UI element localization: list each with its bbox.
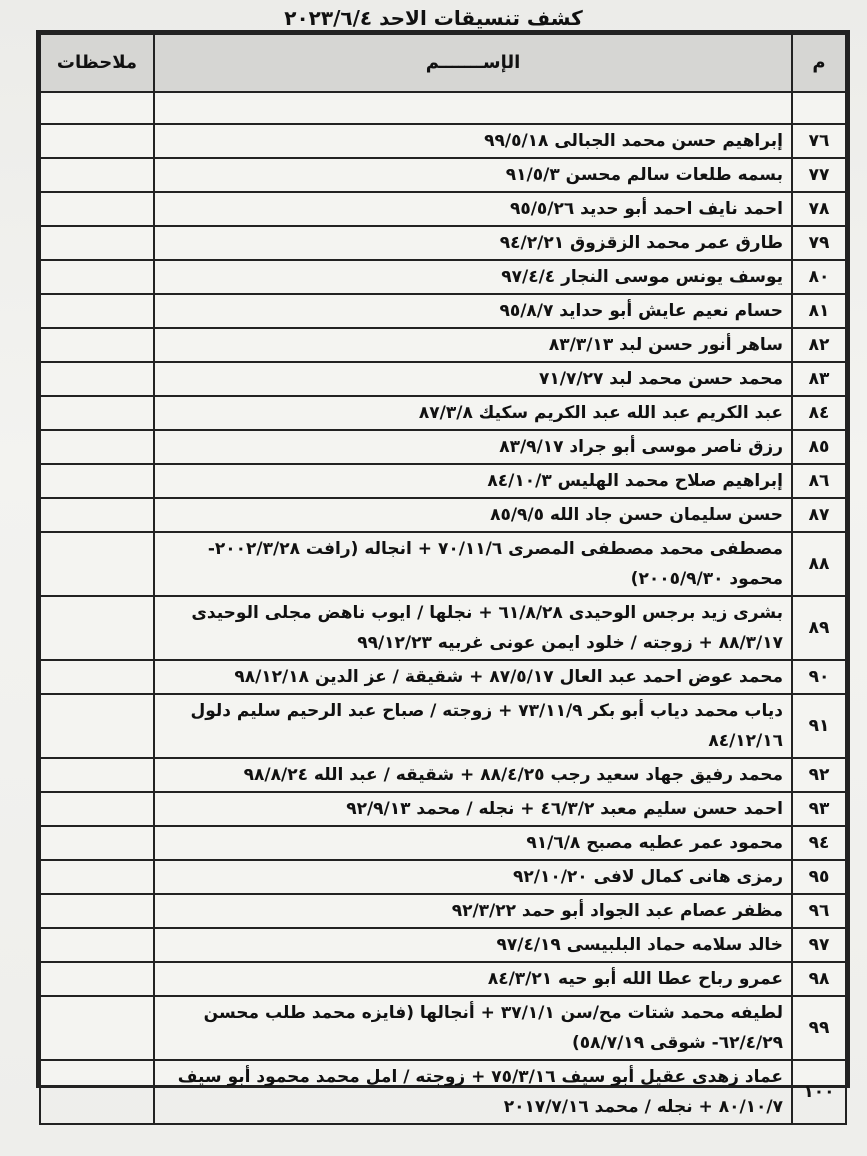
row-name-cell: طارق عمر محمد الزقزوق ٩٤/٢/٢١ bbox=[154, 226, 792, 260]
row-notes-cell bbox=[40, 192, 154, 226]
row-notes-cell bbox=[40, 996, 154, 1060]
table-row bbox=[40, 894, 846, 928]
table-row bbox=[40, 758, 846, 792]
row-name-cell: بشرى زيد برجس الوحيدى ٦١/٨/٢٨ + نجلها / ايوب ناهض مجلى الوحيدى ٨٨/٣/١٧ + زوجته / خلود ايمن عونى غربيه ٩٩/١٢/٢٣ bbox=[154, 596, 792, 660]
table-row bbox=[40, 124, 846, 158]
row-notes-cell bbox=[40, 328, 154, 362]
row-number-cell: ٩٠ bbox=[792, 660, 846, 694]
row-number-cell: ٩٨ bbox=[792, 962, 846, 996]
row-notes-cell bbox=[40, 226, 154, 260]
table-row bbox=[40, 792, 846, 826]
row-notes-cell bbox=[40, 158, 154, 192]
row-name-cell: حسن سليمان حسن جاد الله ٨٥/٩/٥ bbox=[154, 498, 792, 532]
row-name-cell: بسمه طلعات سالم محسن ٩١/٥/٣ bbox=[154, 158, 792, 192]
row-number-cell: ٧٩ bbox=[792, 226, 846, 260]
row-number-cell: ٨٥ bbox=[792, 430, 846, 464]
row-number-cell: ١٠٠ bbox=[792, 1060, 846, 1124]
table-body bbox=[40, 92, 846, 1124]
row-name-cell: مصطفى محمد مصطفى المصرى ٧٠/١١/٦ + انجاله (رافت ٢٠٠٢/٣/٢٨- محمود ٢٠٠٥/٩/٣٠) bbox=[154, 532, 792, 596]
table-row bbox=[40, 996, 846, 1060]
row-name-cell: عمرو رباح عطا الله أبو حيه ٨٤/٣/٢١ bbox=[154, 962, 792, 996]
row-number-cell: ٨٦ bbox=[792, 464, 846, 498]
row-notes-cell bbox=[40, 660, 154, 694]
row-name-cell: خالد سلامه حماد البلبيسى ٩٧/٤/١٩ bbox=[154, 928, 792, 962]
row-name-cell: رمزى هانى كمال لافى ٩٢/١٠/٢٠ bbox=[154, 860, 792, 894]
row-notes-cell bbox=[40, 464, 154, 498]
row-notes-cell bbox=[40, 928, 154, 962]
table-row bbox=[40, 328, 846, 362]
column-header-number: م bbox=[792, 34, 846, 92]
row-name-cell: محمد رفيق جهاد سعيد رجب ٨٨/٤/٢٥ + شقيقه / عبد الله ٩٨/٨/٢٤ bbox=[154, 758, 792, 792]
blank-cell bbox=[792, 92, 846, 124]
row-number-cell: ٨٤ bbox=[792, 396, 846, 430]
row-notes-cell bbox=[40, 894, 154, 928]
row-notes-cell bbox=[40, 962, 154, 996]
row-name-cell: حسام نعيم عايش أبو حدايد ٩٥/٨/٧ bbox=[154, 294, 792, 328]
row-notes-cell bbox=[40, 826, 154, 860]
row-notes-cell bbox=[40, 792, 154, 826]
blank-cell bbox=[40, 92, 154, 124]
table-row bbox=[40, 860, 846, 894]
table-row bbox=[40, 430, 846, 464]
table-row bbox=[40, 396, 846, 430]
row-notes-cell bbox=[40, 532, 154, 596]
row-notes-cell bbox=[40, 1060, 154, 1124]
row-notes-cell bbox=[40, 694, 154, 758]
table-row bbox=[40, 928, 846, 962]
row-number-cell: ٩٩ bbox=[792, 996, 846, 1060]
row-name-cell: محمد عوض احمد عبد العال ٨٧/٥/١٧ + شقيقة / عز الدين ٩٨/١٢/١٨ bbox=[154, 660, 792, 694]
row-notes-cell bbox=[40, 294, 154, 328]
row-name-cell: إبراهيم حسن محمد الجبالى ٩٩/٥/١٨ bbox=[154, 124, 792, 158]
row-name-cell: عبد الكريم عبد الله عبد الكريم سكيك ٨٧/٣/٨ bbox=[154, 396, 792, 430]
row-notes-cell bbox=[40, 430, 154, 464]
row-name-cell: محمد حسن محمد لبد ٧١/٧/٢٧ bbox=[154, 362, 792, 396]
row-number-cell: ٨٣ bbox=[792, 362, 846, 396]
page-title: كشف تنسيقات الاحد ٢٠٢٣/٦/٤ bbox=[284, 6, 583, 30]
row-name-cell: احمد حسن سليم معبد ٤٦/٣/٢ + نجله / محمد ٩٢/٩/١٣ bbox=[154, 792, 792, 826]
row-notes-cell bbox=[40, 396, 154, 430]
row-number-cell: ٧٧ bbox=[792, 158, 846, 192]
blank-row bbox=[40, 92, 846, 124]
table-row bbox=[40, 362, 846, 396]
row-notes-cell bbox=[40, 260, 154, 294]
table-row bbox=[40, 260, 846, 294]
table-row bbox=[40, 596, 846, 660]
row-name-cell: يوسف يونس موسى النجار ٩٧/٤/٤ bbox=[154, 260, 792, 294]
table-row bbox=[40, 464, 846, 498]
row-number-cell: ٧٨ bbox=[792, 192, 846, 226]
row-number-cell: ٨١ bbox=[792, 294, 846, 328]
row-number-cell: ٩٣ bbox=[792, 792, 846, 826]
row-number-cell: ٨٧ bbox=[792, 498, 846, 532]
row-number-cell: ٩٤ bbox=[792, 826, 846, 860]
row-number-cell: ٩٢ bbox=[792, 758, 846, 792]
row-number-cell: ٩٦ bbox=[792, 894, 846, 928]
column-header-name: الإســـــــم bbox=[154, 34, 792, 92]
row-name-cell: مظفر عصام عبد الجواد أبو حمد ٩٢/٣/٢٢ bbox=[154, 894, 792, 928]
row-name-cell: لطيفه محمد شتات مح/سن ٣٧/١/١ + أنجالها (فايزه محمد طلب محسن ٦٢/٤/٢٩- شوقى ٥٨/٧/١٩) bbox=[154, 996, 792, 1060]
row-number-cell: ٨٩ bbox=[792, 596, 846, 660]
table-row bbox=[40, 694, 846, 758]
row-name-cell: إبراهيم صلاح محمد الهليس ٨٤/١٠/٣ bbox=[154, 464, 792, 498]
row-name-cell: احمد نايف احمد أبو حديد ٩٥/٥/٢٦ bbox=[154, 192, 792, 226]
row-notes-cell bbox=[40, 596, 154, 660]
table-row bbox=[40, 962, 846, 996]
row-notes-cell bbox=[40, 124, 154, 158]
blank-cell bbox=[154, 92, 792, 124]
row-number-cell: ٧٦ bbox=[792, 124, 846, 158]
row-number-cell: ٨٠ bbox=[792, 260, 846, 294]
column-header-notes: ملاحظات bbox=[40, 34, 154, 92]
row-notes-cell bbox=[40, 498, 154, 532]
row-name-cell: عماد زهدى عقيل أبو سيف ٧٥/٣/١٦ + زوجته / امل محمد محمود أبو سيف ٨٠/١٠/٧ + نجله / محمد ٢٠١٧/٧/١٦ bbox=[154, 1060, 792, 1124]
row-number-cell: ٨٨ bbox=[792, 532, 846, 596]
table-row bbox=[40, 660, 846, 694]
table-row bbox=[40, 226, 846, 260]
row-notes-cell bbox=[40, 860, 154, 894]
roster-table bbox=[39, 33, 847, 1125]
row-name-cell: دياب محمد دياب أبو بكر ٧٣/١١/٩ + زوجته / صباح عبد الرحيم سليم دلول ٨٤/١٢/١٦ bbox=[154, 694, 792, 758]
table-header-row bbox=[40, 34, 846, 92]
row-number-cell: ٩١ bbox=[792, 694, 846, 758]
table-row bbox=[40, 1060, 846, 1124]
table-row bbox=[40, 532, 846, 596]
row-notes-cell bbox=[40, 362, 154, 396]
table-row bbox=[40, 498, 846, 532]
row-number-cell: ٨٢ bbox=[792, 328, 846, 362]
row-number-cell: ٩٧ bbox=[792, 928, 846, 962]
row-name-cell: محمود عمر عطيه مصبح ٩١/٦/٨ bbox=[154, 826, 792, 860]
table-row bbox=[40, 158, 846, 192]
roster-sheet bbox=[36, 30, 850, 1117]
row-number-cell: ٩٥ bbox=[792, 860, 846, 894]
row-name-cell: ساهر أنور حسن لبد ٨٣/٣/١٣ bbox=[154, 328, 792, 362]
table-row bbox=[40, 294, 846, 328]
table-row bbox=[40, 826, 846, 860]
table-row bbox=[40, 192, 846, 226]
row-name-cell: رزق ناصر موسى أبو جراد ٨٣/٩/١٧ bbox=[154, 430, 792, 464]
row-notes-cell bbox=[40, 758, 154, 792]
